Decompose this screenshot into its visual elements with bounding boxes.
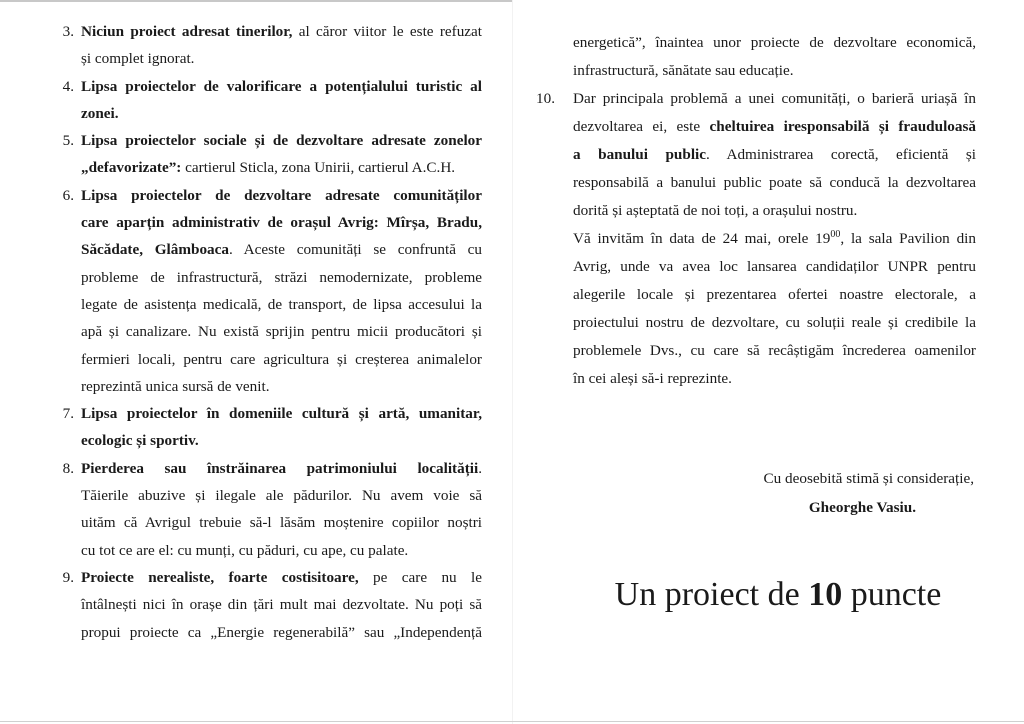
list-item (52, 182, 482, 400)
list-item-10 (536, 85, 976, 225)
item-number: 3. (62, 23, 74, 40)
invitation-paragraph (536, 225, 976, 393)
text-line: Lipsa proiectelor în domeniile cultură și artă, umanitar, (81, 405, 482, 423)
time-superscript: 00 (830, 228, 841, 240)
text-line: întâlnești nici în orașe din țări mult mai dezvoltate. Nu poți să (81, 596, 482, 614)
numbered-list (52, 18, 482, 646)
headline: Un proiect de 10 puncte (614, 576, 942, 613)
right-text (536, 29, 976, 393)
text-line: Lipsa proiectelor de valorificare a potențialului turistic al (81, 77, 482, 95)
item-number: 9. (62, 568, 74, 586)
text-line: care aparțin administrativ de orașul Avrig: Mîrșa, Bradu, (81, 214, 482, 232)
item-number: 10. (536, 90, 555, 107)
list-item (52, 400, 482, 455)
text-line: dorită și așteptată de noi toți, a orașului nostru. (573, 202, 858, 219)
list-item (52, 127, 482, 182)
text-line: ecologic și sportiv. (81, 432, 199, 450)
text-line: Lipsa proiectelor sociale și de dezvoltare adresate zonelor (81, 132, 482, 150)
signature-name: Gheorghe Vasiu. (808, 499, 916, 516)
list-item (52, 18, 482, 73)
item-number: 8. (62, 459, 74, 477)
text-line: Proiecte nerealiste, foarte costisitoare, pe care nu le (81, 568, 482, 586)
text-line: probleme de infrastructură, străzi nemodernizate, probleme (81, 268, 482, 286)
invitation-line: alegerile locale și prezentarea ofertei noastre electorale, a (573, 286, 976, 303)
bottom-rule (0, 721, 1024, 722)
text-line: apă și canalizare. Nu există sprijin pentru micii producători și (81, 323, 482, 341)
item-number: 5. (62, 132, 74, 150)
invitation-line: problemele Dvs., cu care să recâștigăm încrederea oamenilor (573, 342, 976, 359)
item-number: 6. (62, 186, 74, 204)
text-line: și complet ignorat. (81, 50, 195, 68)
text-line: Dar principala problemă a unei comunități, o barieră uriașă în (573, 90, 976, 107)
continuation-line: energetică”, înaintea unor proiecte de dezvoltare economică, (573, 34, 976, 51)
invitation-line: Vă invităm în data de 24 mai, orele $19^{00}$, la sala Pavilion din (573, 228, 976, 247)
continuation-line: infrastructură, sănătate sau educație. (573, 62, 794, 79)
text-line: a banului public. Administrarea corectă, eficientă și (573, 146, 976, 163)
list-item (52, 455, 482, 564)
invitation-line: Avrig, unde va avea loc lansarea candidaților UNPR pentru (573, 258, 976, 275)
text-line: legate de asistența medicală, de transport, de lipsa accesului la (81, 295, 482, 313)
item-number: 7. (62, 405, 74, 423)
item-number: 4. (62, 77, 74, 95)
top-rule (0, 0, 512, 2)
text-line: „defavorizate”: cartierul Sticla, zona Unirii, cartierul A.C.H. (81, 159, 456, 177)
text-line: Pierderea sau înstrăinarea patrimoniului localității. (81, 459, 482, 477)
list-item (52, 73, 482, 128)
text-line: Săcădate, Glâmboaca. Aceste comunități se confruntă cu (81, 241, 482, 259)
text-line: uităm că Avrigul trebuie să-l lăsăm moștenire copiilor noștri (81, 514, 482, 532)
text-line: Lipsa proiectelor de dezvoltare adresate comunităților (81, 186, 482, 204)
text-line: responsabilă a banului public poate să conducă la dezvoltarea (573, 174, 976, 191)
list-item (52, 564, 482, 646)
text-line: dezvoltarea ei, este cheltuirea iresponsabilă și frauduloasă (573, 118, 976, 135)
text-line: reprezintă unica sursă de venit. (81, 377, 270, 395)
text-line: Niciun proiect adresat tinerilor, al căror viitor le este refuzat (81, 23, 482, 40)
text-line: cu tot ce are el: cu munți, cu păduri, cu ape, cu palate. (81, 541, 409, 559)
headline-number: 10 (808, 576, 843, 613)
invitation-line: proiectului nostru de dezvoltare, cu soluții reale și credibile la (573, 314, 976, 331)
text-line: zonei. (81, 104, 119, 122)
text-line: propui proiecte ca „Energie regenerabilă” sau „Independență (81, 623, 482, 641)
text-line: Tăierile abuzive și ilegale ale pădurilor. Nu avem voie să (81, 487, 482, 505)
invitation-line: în cei aleși să-i reprezinte. (573, 370, 732, 387)
closing-salutation: Cu deosebită stimă și considerație, (763, 470, 974, 487)
text-line: fermieri locali, pentru care agricultura și creșterea animalelor (81, 350, 482, 368)
